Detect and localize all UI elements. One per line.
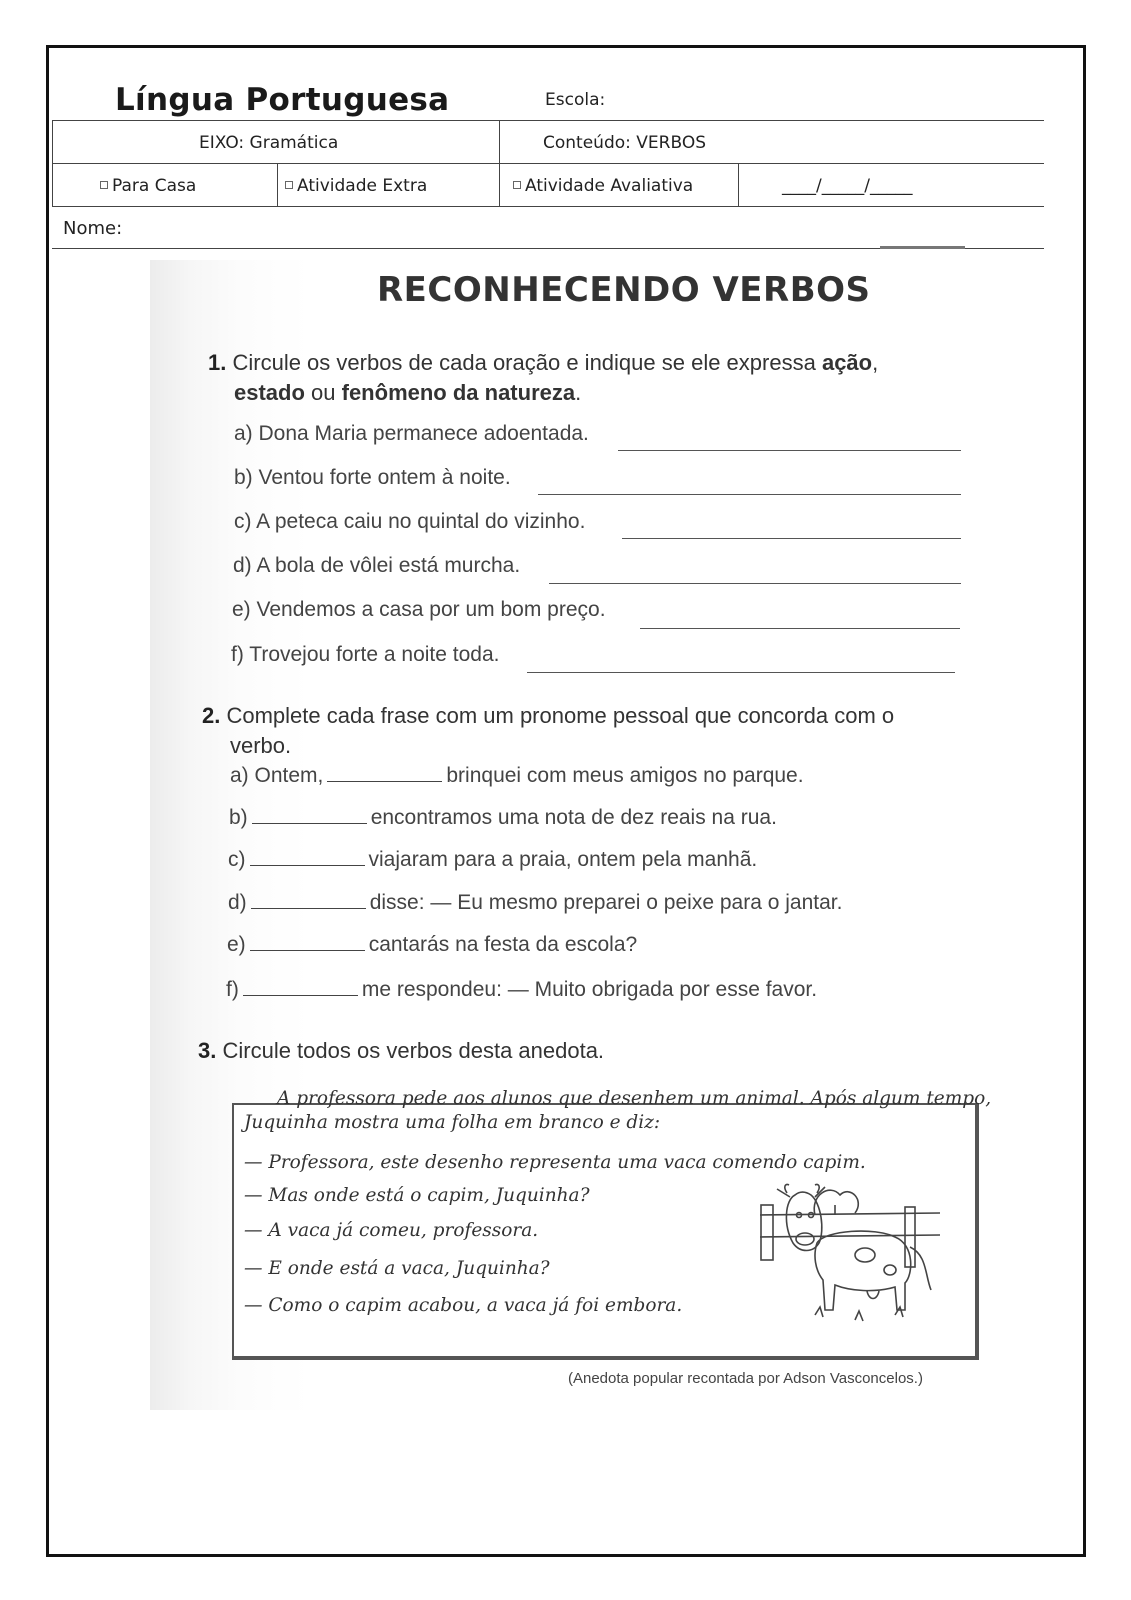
- q1-prompt-line2: [234, 380, 581, 406]
- header-vrule-left: [52, 120, 53, 206]
- story-line-2: Juquinha mostra uma folha em branco e diz:: [244, 1112, 661, 1133]
- q2-item-c-prefix: c): [228, 848, 246, 871]
- story-line-6: — E onde está a vaca, Juquinha?: [244, 1258, 550, 1279]
- q2-prompt-line2: verbo.: [230, 733, 292, 758]
- story-line-4: — Mas onde está o capim, Juquinha?: [244, 1185, 590, 1206]
- eixo-label: EIXO: Gramática: [199, 133, 339, 153]
- q1-answer-line-d[interactable]: [549, 583, 961, 584]
- header-rule-3: [52, 206, 1044, 207]
- q1-answer-line-a[interactable]: [618, 450, 961, 451]
- q1-answer-line-f[interactable]: [527, 672, 955, 673]
- q1-answer-line-e[interactable]: [640, 628, 960, 629]
- q2-item-b: [229, 806, 777, 830]
- q2-item-a-prefix: a) Ontem,: [230, 764, 324, 787]
- cow-illustration: [755, 1175, 945, 1335]
- anecdote-credit: (Anedota popular recontada por Adson Vasconcelos.): [568, 1370, 923, 1387]
- conteudo-label: Conteúdo: VERBOS: [543, 133, 706, 153]
- atividade-extra-option[interactable]: [285, 176, 427, 196]
- q2-blank-f[interactable]: [243, 979, 358, 996]
- header-rule-1: [52, 120, 1044, 121]
- header-vrule-4: [738, 163, 739, 206]
- q1-text: Circule os verbos de cada oração e indique se ele expressa: [232, 350, 822, 375]
- para-casa-label: Para Casa: [112, 176, 197, 196]
- q2-item-d-text: disse: — Eu mesmo preparei o peixe para o jantar.: [369, 891, 843, 914]
- q2-item-a-text: brinquei com meus amigos no parque.: [446, 764, 804, 787]
- atividade-avaliativa-label: Atividade Avaliativa: [525, 176, 694, 196]
- para-casa-checkbox[interactable]: [100, 181, 108, 189]
- atividade-extra-checkbox[interactable]: [285, 181, 293, 189]
- q2-prompt-line1: [202, 703, 894, 729]
- q3-number: 3.: [198, 1038, 217, 1063]
- q2-item-e: [227, 933, 637, 957]
- story-line-1: A professora pede aos alunos que desenhem um animal. Após algum tempo,: [277, 1088, 992, 1109]
- q2-item-b-text: encontramos uma nota de dez reais na rua.: [370, 806, 777, 829]
- story-line-5: — A vaca já comeu, professora.: [244, 1220, 539, 1241]
- q1-bold-acao: ação: [821, 350, 873, 375]
- q2-item-f-prefix: f): [226, 978, 239, 1001]
- header-vrule-mid: [499, 120, 500, 206]
- q1-bold-fenomeno: fenômeno da natureza: [341, 380, 576, 405]
- atividade-avaliativa-checkbox[interactable]: [513, 181, 521, 189]
- q2-blank-c[interactable]: [250, 849, 365, 866]
- q2-item-e-text: cantarás na festa da escola?: [368, 933, 638, 956]
- header-vrule-2: [277, 163, 278, 206]
- q2-item-a: [230, 764, 804, 788]
- atividade-avaliativa-option[interactable]: [513, 176, 693, 196]
- q1-item-d: d) A bola de vôlei está murcha.: [233, 554, 521, 577]
- scan-artifact: [880, 246, 965, 249]
- escola-label: Escola:: [545, 90, 606, 110]
- q3-text: Circule todos os verbos desta anedota.: [222, 1038, 605, 1063]
- atividade-extra-label: Atividade Extra: [297, 176, 428, 196]
- q2-item-e-prefix: e): [227, 933, 246, 956]
- nome-label: Nome:: [63, 218, 123, 239]
- q1-answer-line-c[interactable]: [622, 538, 961, 539]
- q2-item-c-text: viajaram para a praia, ontem pela manhã.: [368, 848, 758, 871]
- q1-item-f: f) Trovejou forte a noite toda.: [231, 643, 500, 666]
- date-field[interactable]: ____/_____/_____: [782, 176, 913, 196]
- q2-item-d-prefix: d): [228, 891, 247, 914]
- q3-prompt: [198, 1038, 604, 1064]
- q2-item-f-text: me respondeu: — Muito obrigada por esse favor.: [361, 978, 818, 1001]
- q1-prompt-line1: [208, 350, 878, 376]
- q1-comma: ,: [872, 350, 879, 375]
- story-line-3: — Professora, este desenho representa uma vaca comendo capim.: [244, 1152, 866, 1173]
- q2-number: 2.: [202, 703, 221, 728]
- q2-blank-b[interactable]: [252, 807, 367, 824]
- para-casa-option[interactable]: [100, 176, 196, 196]
- header-rule-2: [52, 163, 1044, 164]
- q2-text: Complete cada frase com um pronome pessoal que concorda com o: [226, 703, 895, 728]
- q1-period: .: [575, 380, 582, 405]
- q1-item-a: a) Dona Maria permanece adoentada.: [234, 422, 589, 445]
- q2-blank-d[interactable]: [251, 892, 366, 909]
- q1-bold-estado: estado: [234, 380, 305, 405]
- q1-item-c: c) A peteca caiu no quintal do vizinho.: [234, 510, 586, 533]
- q2-blank-e[interactable]: [250, 934, 365, 951]
- q1-item-b: b) Ventou forte ontem à noite.: [234, 466, 511, 489]
- q1-number: 1.: [208, 350, 227, 375]
- story-line-7: — Como o capim acabou, a vaca já foi embora.: [244, 1295, 683, 1316]
- q2-item-d: [228, 891, 842, 915]
- q1-item-e: e) Vendemos a casa por um bom preço.: [232, 598, 606, 621]
- q2-item-c: [228, 848, 757, 872]
- q2-blank-a[interactable]: [327, 765, 442, 782]
- q2-item-b-prefix: b): [229, 806, 248, 829]
- worksheet-title: RECONHECENDO VERBOS: [377, 270, 871, 310]
- q1-ou: ou: [304, 380, 342, 405]
- q2-item-f: [226, 978, 817, 1002]
- q1-answer-line-b[interactable]: [538, 494, 961, 495]
- subject-title: Língua Portuguesa: [115, 82, 450, 118]
